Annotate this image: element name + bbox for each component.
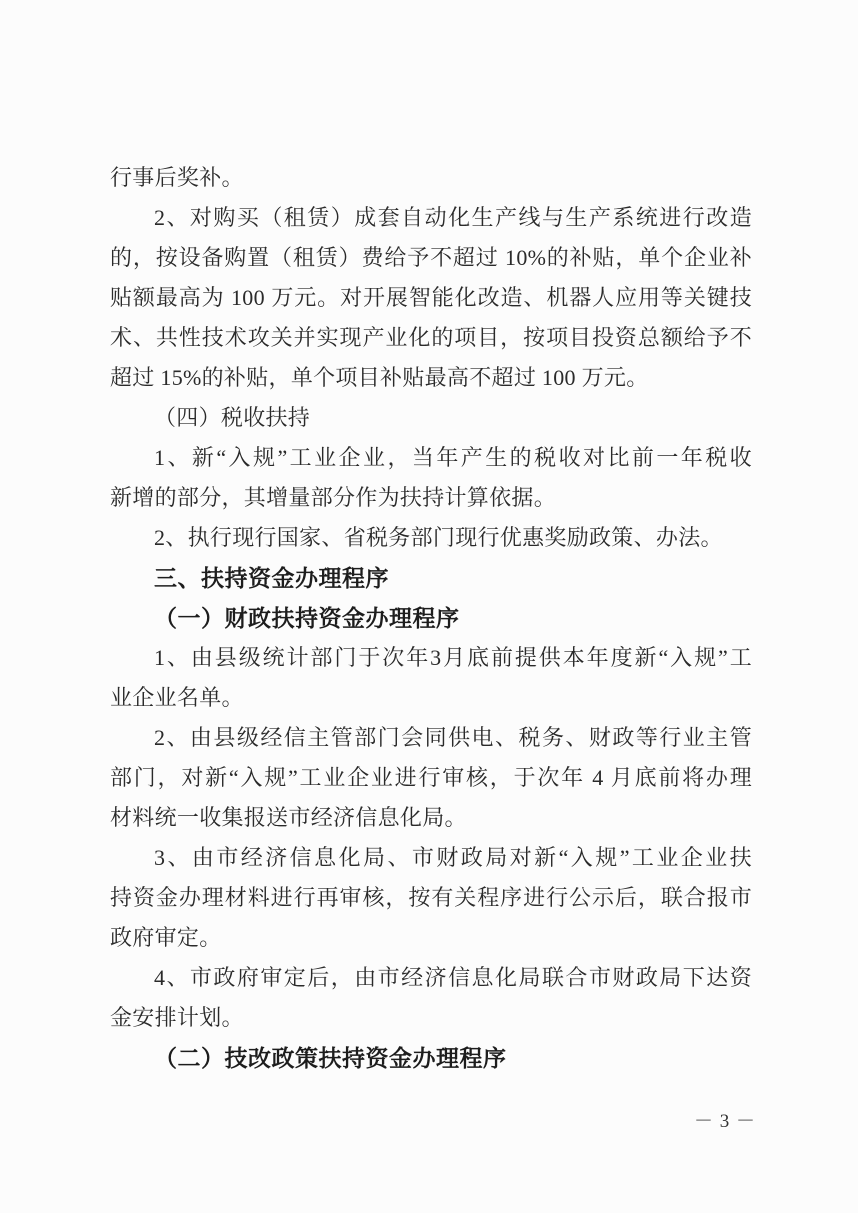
text-line: 的，按设备购置（租赁）费给予不超过 10%的补贴，单个企业补 <box>110 245 752 270</box>
text-line: 1、新“入规”工业企业，当年产生的税收对比前一年税收 <box>154 445 752 470</box>
text-line: 2、对购买（租赁）成套自动化生产线与生产系统进行改造 <box>154 205 752 230</box>
text-line: 新增的部分，其增量部分作为扶持计算依据。 <box>110 485 557 510</box>
heading-line: （一）财政扶持资金办理程序 <box>154 605 460 631</box>
text-line: 2、执行现行国家、省税务部门现行优惠奖励政策、办法。 <box>154 525 723 550</box>
page-number: － 3 － <box>693 1111 756 1132</box>
text-line: 3、由市经济信息化局、市财政局对新“入规”工业企业扶 <box>154 845 752 870</box>
text-line: 4、市政府审定后，由市经济信息化局联合市财政局下达资 <box>154 965 752 990</box>
text-line: 术、共性技术攻关并实现产业化的项目，按项目投资总额给予不 <box>110 325 752 350</box>
text-line: 部门，对新“入规”工业企业进行审核，于次年 4 月底前将办理 <box>110 765 752 790</box>
text-line: 2、由县级经信主管部门会同供电、税务、财政等行业主管 <box>154 725 752 750</box>
text-line: 超过 15%的补贴，单个项目补贴最高不超过 100 万元。 <box>110 365 649 390</box>
heading-line: 三、扶持资金办理程序 <box>154 565 389 591</box>
text-line: 1、由县级统计部门于次年3月底前提供本年度新“入规”工 <box>154 645 752 670</box>
text-line: 金安排计划。 <box>110 1005 244 1030</box>
text-line: 政府审定。 <box>110 925 222 950</box>
text-line: 材料统一收集报送市经济信息化局。 <box>110 805 467 830</box>
text-line: 业企业名单。 <box>110 685 244 710</box>
text-line: 贴额最高为 100 万元。对开展智能化改造、机器人应用等关键技 <box>110 285 752 310</box>
text-line: 行事后奖补。 <box>110 165 244 190</box>
heading-line: （二）技改政策扶持资金办理程序 <box>154 1045 507 1071</box>
text-line: （四）税收扶持 <box>154 405 311 430</box>
document-text-block <box>110 158 752 1078</box>
text-line: 持资金办理材料进行再审核，按有关程序进行公示后，联合报市 <box>110 885 752 910</box>
